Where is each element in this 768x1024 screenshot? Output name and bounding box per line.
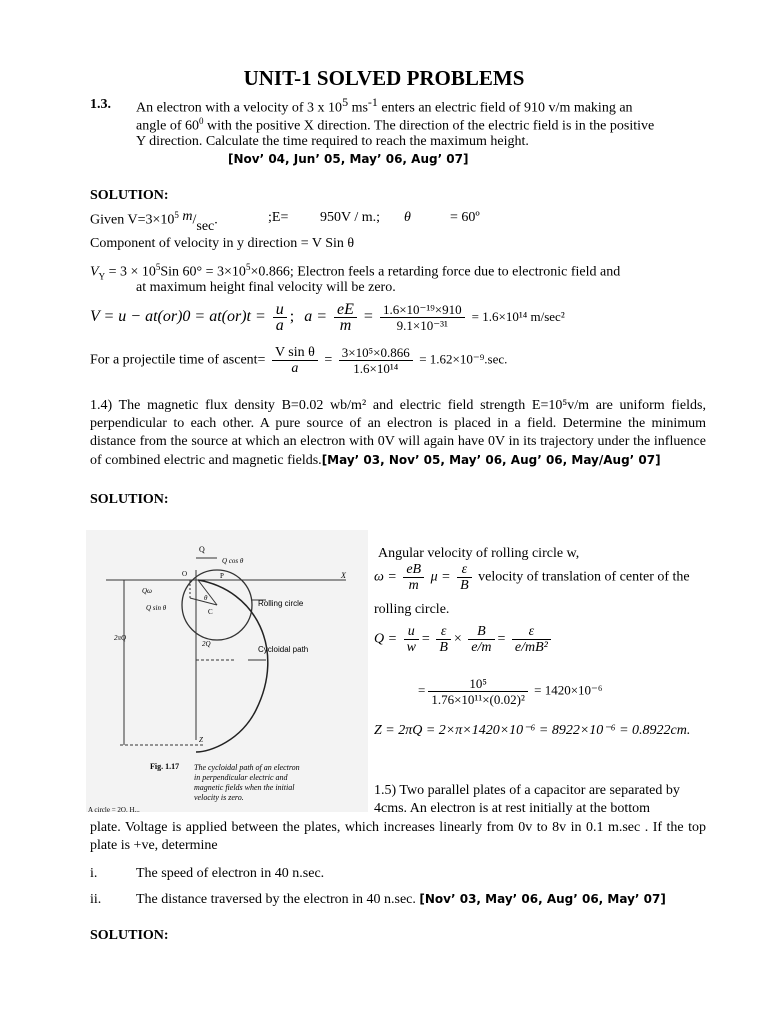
label-qcos: Q cos θ [222,557,244,565]
problem-1-3-ref: [Nov’ 04, Jun’ 05, May’ 06, Aug’ 07] [228,152,469,166]
fraction [428,676,528,707]
text: with the positive X direction. The direction of the electric field is in the positive [206,118,655,134]
num: eE [334,302,357,318]
num: ε [436,624,451,640]
projectile-line: For a projectile time of ascent= $\frac{\text{V sin θ}}{a}$ = $\frac{\text{3×10⁵×0.866}}{\text{1.6×10¹⁴}}$ = 1.62×10⁻⁹.sec. [90,345,508,376]
problem-1-3-line2 [136,116,654,135]
text: a = [304,308,328,326]
den: e/mB² [514,640,548,655]
sup: 5 [342,95,349,109]
fraction [512,624,551,655]
component-line: Component of velocity in y direction = V Sin θ [90,236,355,251]
den: m [408,578,419,593]
q-equation: Q = $\frac{u}{w}$ = $\frac{\varepsilon}{B}$ × $\frac{B}{e/m}$ = $\frac{\varepsilon}{\text{e/mB²}}$ [374,624,554,655]
den: a [275,317,284,334]
fraction [468,624,494,655]
text: For a projectile time of ascent= [90,352,266,368]
given-theta-val: = 60º [450,210,480,225]
sup: 5 [174,210,179,220]
num: ε [512,624,551,640]
text: Sin 60° = 3×10 [160,264,246,280]
text: = 3 × 10 [105,264,156,280]
problem-1-5-line3: plate. Voltage is applied between the plates, which increases linearly from 0v to 8v in 0.1 m.sec . If the top plate is +ve, determine [90,820,706,853]
label-o: O [182,570,188,578]
problem-1-5-line1: 1.5) Two parallel plates of a capacitor are separated by [374,783,680,798]
num: V sin θ [272,345,318,361]
cycloid-figure [86,530,368,812]
label-2piq: 2πQ [114,634,127,642]
sub: Y [98,271,106,282]
text: V = u − at(or)0 = at(or)t = [90,308,266,326]
sup: 5 [155,262,161,272]
figure-caption-label: Fig. 1.17 [150,762,180,771]
q-result: = $\frac{\text{10⁵}}{\text{1.76×10¹¹×(0.02)²}}$ = 1420×10⁻⁶ [418,676,603,707]
omega-text2: rolling circle. [374,602,450,617]
text: ms [348,100,368,116]
text: An electron with a velocity of 3 x 10 [136,100,343,116]
label-c: C [208,608,213,616]
den: B [439,640,448,655]
figure-caption-line3: magnetic fields when the initial [194,783,295,792]
page-title: UNIT-1 SOLVED PROBLEMS [243,66,525,90]
label-p: P [220,572,224,580]
label-rolling: Rolling circle [258,599,304,608]
list-item-i-text: The speed of electron in 40 n.sec. [136,866,325,881]
problem-1-3-number: 1.3. [90,97,111,112]
fraction [404,624,419,655]
text: = 1.6×10¹⁴ m/sec² [471,309,565,325]
fraction [380,302,465,333]
label-qw: Qω [142,587,152,595]
text: Q = [374,631,398,647]
solution-label-3: SOLUTION: [90,928,169,943]
unit-den: sec [196,218,215,234]
cycloid-diagram [86,530,368,812]
label-q: Q [199,545,205,554]
problem-1-5-ref: [Nov’ 03, May’ 06, Aug’ 06, May’ 07] [419,892,666,906]
fraction [273,302,287,333]
solution-label: SOLUTION: [90,188,169,203]
den: e/m [471,640,492,655]
list-item-ii-text [136,892,666,908]
fraction [403,562,424,593]
label-cycloidal: Cycloidal path [258,645,309,654]
text: The distance traversed by the electron in 40 n.sec. [136,892,416,907]
given-e: ;E= [268,210,289,225]
num: B [468,624,494,640]
text: × [453,631,462,647]
given-line: Given $V=3\times 10^5$ m/sec. [90,208,218,234]
problem-1-3-line1 [136,95,633,117]
num: 10⁵ [428,676,528,692]
list-item-i-number: i. [90,866,98,881]
theta-symbol: θ [404,210,411,225]
sup: -1 [367,95,378,109]
den: B [460,578,469,593]
given-e-val: 950V / m.; [320,210,381,225]
text: ; [289,308,295,326]
num: 1.6×10⁻¹⁹×910 [380,302,465,318]
text: angle of 60 [136,118,199,134]
velocity-equation: V = u − at(or)0 = at(or)t = $\frac{u}{a}$ ; a = $\frac{eE}{m}$ = $\frac{\text{1.6×10⁻¹⁹×910}}{\text{9.1×10⁻³¹}}$ = 1.6×10¹⁴ m/sec² [90,301,565,334]
list-item-ii-number: ii. [90,892,102,907]
text: μ = [430,569,451,585]
num: eB [403,562,424,578]
num: 3×10⁵×0.866 [339,345,413,361]
problem-1-4 [90,397,706,470]
num: u [404,624,419,640]
z-equation: Z = 2πQ = 2×π×1420×10⁻⁶ = 8922×10⁻⁶ = 0.8922cm. [374,723,691,738]
label-2q: 2Q [202,640,211,648]
unit-num: m [182,208,193,224]
text: velocity of translation of center of the [478,569,690,585]
label-z: Z [199,736,203,744]
text: V [90,264,99,280]
text: Given V=3×10 [90,212,175,228]
solution-label-2: SOLUTION: [90,492,169,507]
text: = 1420×10⁻⁶ [534,682,603,698]
fraction [339,345,413,376]
label-x: X [341,571,346,580]
den: 9.1×10⁻³¹ [396,318,448,333]
text: enters an electric field of 910 v/m making an [377,100,633,116]
omega-equation [374,562,690,593]
den: 1.76×10¹¹×(0.02)² [431,692,525,707]
figure-caption-line4: velocity is zero. [194,793,244,802]
fraction [272,345,318,376]
den: m [339,317,352,334]
den: 1.6×10¹⁴ [353,361,399,376]
sup: 0 [198,116,204,126]
problem-1-3-line3: Y direction. Calculate the time required to reach the maximum height. [136,134,529,149]
figure-cut-text: A circle = 2Q. H... [88,806,140,812]
angular-velocity-text: Angular velocity of rolling circle w, [378,546,580,561]
den: a [291,361,299,376]
text: ×0.866 [250,264,290,280]
sup: 5 [245,262,251,272]
num: u [273,302,287,318]
figure-caption-line1: The cycloidal path of an electron [194,763,300,772]
problem-1-4-ref: [May’ 03, Nov’ 05, May’ 06, Aug’ 06, May/Aug’ 07] [321,453,661,467]
fraction [457,562,472,593]
problem-1-5-line2: 4cms. An electron is at rest initially at the bottom [374,801,651,816]
label-qsin: Q sin θ [146,604,167,612]
fraction [334,302,357,333]
figure-caption-line2: in perpendicular electric and [194,773,288,782]
num: ε [457,562,472,578]
label-theta: θ [204,594,208,602]
text: = 1.62×10⁻⁹.sec. [419,351,508,367]
den: w [406,640,416,655]
vy-note2: at maximum height final velocity will be zero. [136,280,396,295]
fraction [436,624,451,655]
vy-line [90,262,620,281]
text: 1.4) The magnetic flux density B=0.02 wb/m² and electric field strength E=10⁵v/m are uniform fields, perpendicular to each other. A pure source of an electron is placed in a field. Determine the minimum distance from the source at which an electron with 0V will again have 0V in its trajectory under the influence of combined electric and magnetic fields. [90,398,706,468]
text: ω = [374,569,397,585]
text: ; Electron feels a retarding force due to electronic field and [289,264,621,280]
